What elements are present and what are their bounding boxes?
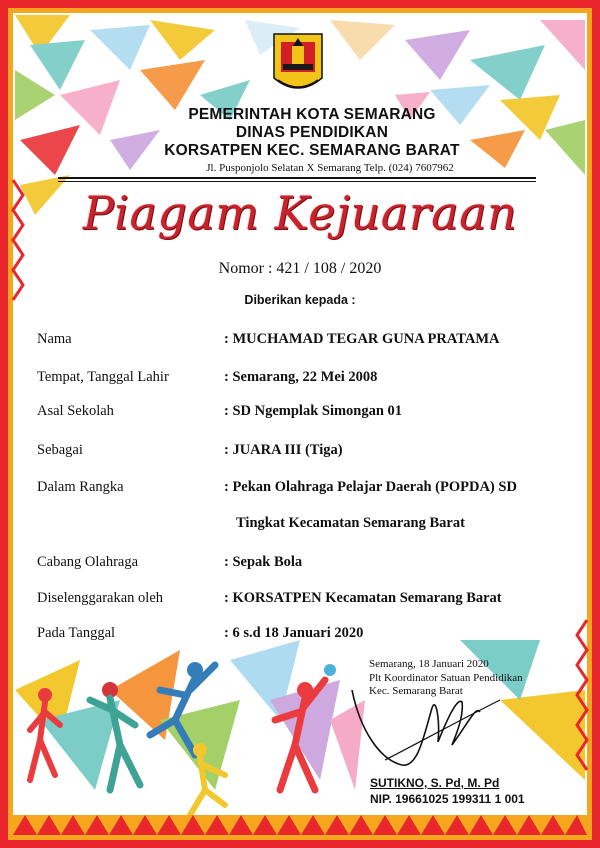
header-divider [58,177,536,179]
header-line-3: KORSATPEN KEC. SEMARANG BARAT [164,142,460,159]
field-value-school: : SD Ngemplak Simongan 01 [224,403,403,419]
field-value-name: : MUCHAMAD TEGAR GUNA PRATAMA [224,331,500,347]
field-label-school: Asal Sekolah [37,403,114,419]
field-label-sport: Cabang Olahraga [37,554,139,570]
signatory-nip: NIP. 19661025 199311 1 001 [370,792,525,806]
signature-place-date: Semarang, 18 Januari 2020 [369,658,489,670]
field-value-event-cont: Tingkat Kecamatan Semarang Barat [236,515,465,531]
certificate-number: Nomor : 421 / 108 / 2020 [218,260,382,277]
header-address: Jl. Pusponjolo Selatan X Semarang Telp. (024) 7607962 [206,162,454,174]
field-label-event: Dalam Rangka [37,479,124,495]
field-value-birth: : Semarang, 22 Mei 2008 [224,369,378,385]
header-divider-thin [58,181,536,182]
field-value-event: : Pekan Olahraga Pelajar Daerah (POPDA) SD [224,479,517,495]
field-value-rank: : JUARA III (Tiga) [224,442,343,458]
given-to-label: Diberikan kepada : [244,293,356,307]
header-line-1: PEMERINTAH KOTA SEMARANG [188,106,436,123]
bottom-zigzag [13,815,587,835]
field-value-sport: : Sepak Bola [224,554,303,570]
signature-position-2: Kec. Semarang Barat [369,685,463,697]
field-label-birth: Tempat, Tanggal Lahir [37,369,169,385]
signatory-name: SUTIKNO, S. Pd, M. Pd [370,776,500,790]
city-crest-icon [274,34,322,88]
header-line-2: DINAS PENDIDIKAN [235,124,389,141]
field-label-date: Pada Tanggal [37,625,116,641]
signature-block [369,658,523,699]
field-label-name: Nama [37,331,72,347]
signature-position-1: Plt Koordinator Satuan Pendidikan [369,671,523,684]
certificate-title: Piagam Kejuaraan [82,186,518,240]
field-value-organizer: : KORSATPEN Kecamatan Semarang Barat [224,590,502,606]
field-label-rank: Sebagai [37,442,83,458]
field-label-organizer: Diselenggarakan oleh [37,590,164,606]
field-value-date: : 6 s.d 18 Januari 2020 [224,625,364,641]
